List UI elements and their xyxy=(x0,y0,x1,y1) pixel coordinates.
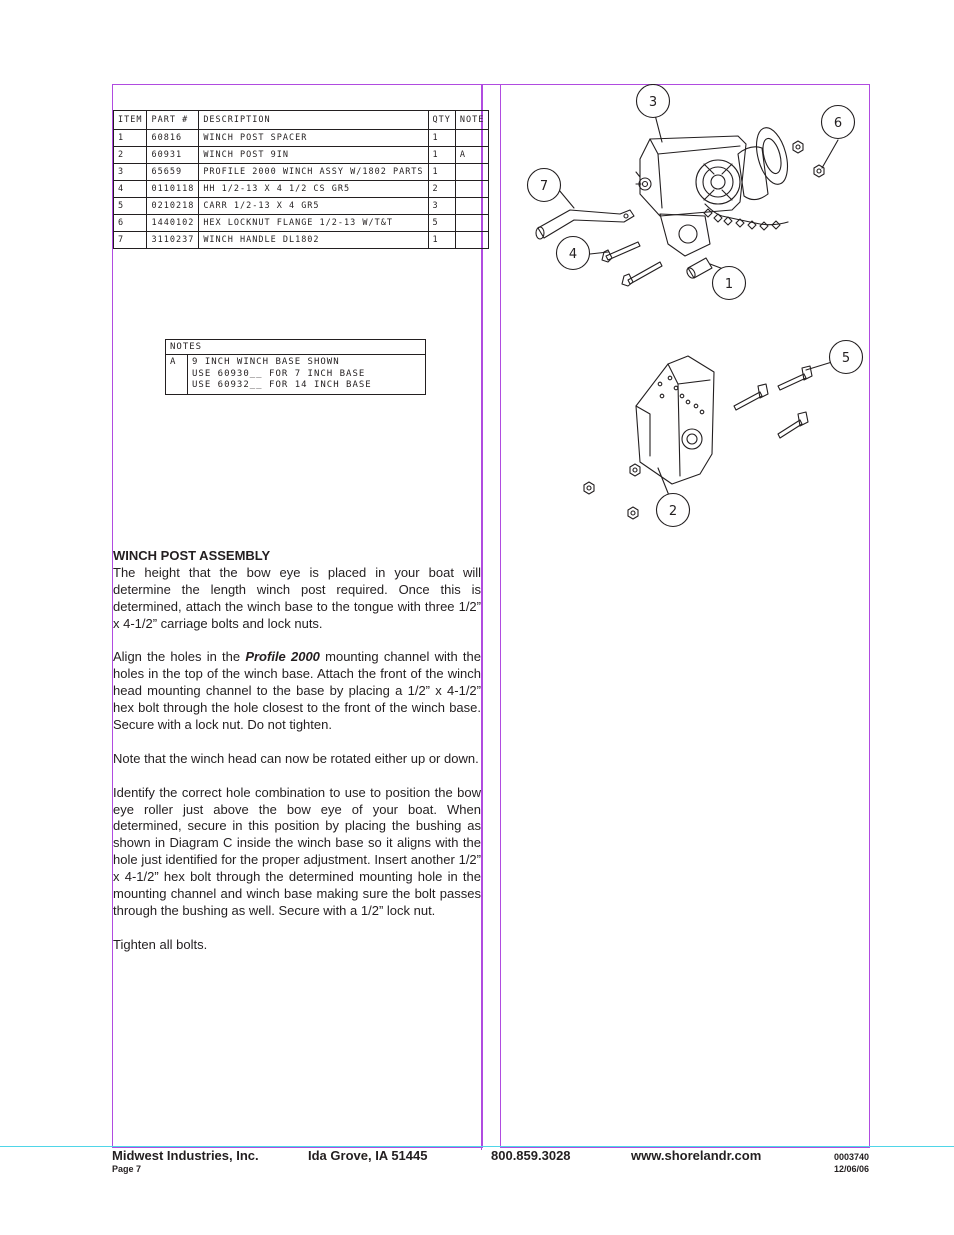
callout-4 xyxy=(557,237,590,270)
notes-key: A xyxy=(166,355,188,395)
callout-7 xyxy=(528,169,561,202)
cell-description: CARR 1/2-13 X 4 GR5 xyxy=(199,198,428,215)
footer-guide xyxy=(0,1146,954,1147)
hex-bolts-drawing xyxy=(602,242,662,286)
product-name: Profile 2000 xyxy=(245,649,320,665)
winch-handle-drawing xyxy=(536,210,634,239)
header-note: NOTE xyxy=(455,111,488,130)
section-heading: WINCH POST ASSEMBLY xyxy=(113,548,271,563)
cell-note xyxy=(455,181,488,198)
cell-qty: 3 xyxy=(428,198,455,215)
header-part: PART # xyxy=(147,111,199,130)
exploded-view-diagram xyxy=(500,84,870,544)
cell-part: 60931 xyxy=(147,147,199,164)
cell-qty: 1 xyxy=(428,232,455,249)
callout-2 xyxy=(657,494,690,527)
cell-description: HEX LOCKNUT FLANGE 1/2-13 W/T&T xyxy=(199,215,428,232)
cell-note xyxy=(455,164,488,181)
cell-qty: 1 xyxy=(428,164,455,181)
cell-description: HH 1/2-13 X 4 1/2 CS GR5 xyxy=(199,181,428,198)
spacer-bushing-drawing xyxy=(685,258,712,280)
parts-table xyxy=(113,110,489,249)
cell-item: 3 xyxy=(114,164,147,181)
callout-label: 7 xyxy=(539,179,549,194)
footer-date: 12/06/06 xyxy=(834,1164,870,1174)
cell-part: 1440102 xyxy=(147,215,199,232)
winch-head-drawing xyxy=(636,124,793,256)
paragraph: Note that the winch head can now be rotated either up or down. xyxy=(113,750,479,766)
callout-3 xyxy=(637,85,670,118)
cell-qty: 1 xyxy=(428,147,455,164)
callout-5 xyxy=(830,341,863,374)
notes-body xyxy=(188,355,426,395)
cell-note xyxy=(455,130,488,147)
footer-website: www.shorelandr.com xyxy=(631,1148,762,1163)
callout-6 xyxy=(822,106,855,139)
paragraph-text: Align the holes in the xyxy=(113,649,246,665)
table-row xyxy=(114,130,489,147)
cell-description: PROFILE 2000 WINCH ASSY W/1802 PARTS xyxy=(199,164,428,181)
callout-label: 6 xyxy=(833,116,843,131)
callout-label: 3 xyxy=(648,95,658,110)
note-line: USE 60932__ FOR 14 INCH BASE xyxy=(192,380,372,390)
cell-part: 0110118 xyxy=(147,181,199,198)
footer-company: Midwest Industries, Inc. xyxy=(112,1148,259,1163)
cell-item: 1 xyxy=(114,130,147,147)
winch-post-drawing xyxy=(636,356,714,484)
paragraph: The height that the bow eye is placed in your boat will determine the length winch post required. Once this is determined, attach the winch base to the tongue with three 1/2” x 4-1/2” carriage bolts and lock nuts. xyxy=(113,564,481,631)
cell-note: A xyxy=(455,147,488,164)
footer-city: Ida Grove, IA 51445 xyxy=(308,1148,428,1163)
table-row xyxy=(114,198,489,215)
cell-note xyxy=(455,215,488,232)
footer-doc-number: 0003740 xyxy=(834,1152,870,1162)
leader-lines xyxy=(559,111,838,498)
cell-item: 2 xyxy=(114,147,147,164)
cell-note xyxy=(455,232,488,249)
notes-table xyxy=(165,339,426,395)
table-row xyxy=(114,164,489,181)
table-row xyxy=(114,215,489,232)
header-qty: QTY xyxy=(428,111,455,130)
cell-note xyxy=(455,198,488,215)
notes-header: NOTES xyxy=(166,340,426,355)
assembly-instructions xyxy=(113,548,481,971)
cell-item: 5 xyxy=(114,198,147,215)
paragraph: Identify the correct hole combination to use to position the bow eye roller just above the bow eye of your boat. When determined, secure in this position by placing the bushing as shown in Diagram C inside the winch base so it aligns with the hole just identified for the proper adjustment. Insert another 1/2” x 4-1/2” hex bolt through the determined mounting hole in the mounting channel and winch base making sure the bolt passes through the bushing as well. Secure with a 1/2” lock nut. xyxy=(113,784,481,918)
cell-qty: 1 xyxy=(428,130,455,147)
cell-part: 65659 xyxy=(147,164,199,181)
paragraph-text: mounting channel with the holes in the top of the winch base. Attach the front of the winch head mounting channel to the base by placing a 1/2” x 4-1/2” hex bolt through the hole closest to the front of the winch base. Secure with a lock nut. Do not tighten. xyxy=(113,649,481,733)
cell-part: 60816 xyxy=(147,130,199,147)
note-line: 9 INCH WINCH BASE SHOWN xyxy=(192,357,340,367)
cell-description: WINCH POST SPACER xyxy=(199,130,428,147)
cell-item: 7 xyxy=(114,232,147,249)
cell-part: 3110237 xyxy=(147,232,199,249)
parts-table-header xyxy=(114,111,489,130)
cell-qty: 5 xyxy=(428,215,455,232)
footer-phone: 800.859.3028 xyxy=(491,1148,571,1163)
header-item: ITEM xyxy=(114,111,147,130)
cell-part: 0210218 xyxy=(147,198,199,215)
cell-qty: 2 xyxy=(428,181,455,198)
note-line: USE 60930__ FOR 7 INCH BASE xyxy=(192,368,366,379)
header-description: DESCRIPTION xyxy=(199,111,428,130)
footer-page-number: Page 7 xyxy=(112,1164,142,1174)
callout-1 xyxy=(713,267,746,300)
cell-item: 6 xyxy=(114,215,147,232)
callout-label: 2 xyxy=(668,504,678,519)
table-row xyxy=(114,147,489,164)
carriage-bolts-drawing xyxy=(734,366,812,438)
table-row xyxy=(114,181,489,198)
callout-label: 5 xyxy=(841,351,851,366)
cell-description: WINCH POST 9IN xyxy=(199,147,428,164)
callout-label: 1 xyxy=(724,277,734,292)
cell-item: 4 xyxy=(114,181,147,198)
table-row xyxy=(114,232,489,249)
callout-label: 4 xyxy=(568,247,578,262)
paragraph xyxy=(113,649,481,734)
locknuts-drawing xyxy=(584,141,824,519)
cell-description: WINCH HANDLE DL1802 xyxy=(199,232,428,249)
paragraph: Tighten all bolts. xyxy=(113,936,208,952)
